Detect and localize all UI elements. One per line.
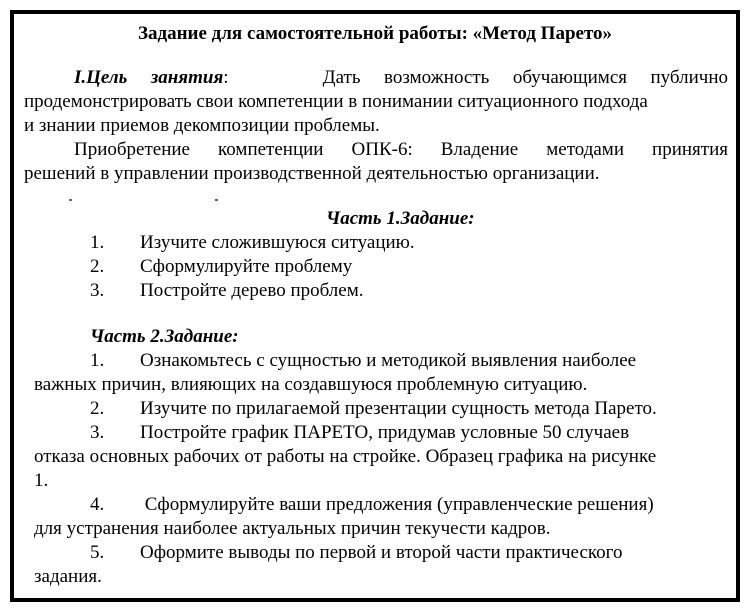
part2-item bbox=[90, 493, 654, 517]
item-text: Постройте график ПАРЕТО, придумав условные 50 случаев bbox=[140, 422, 630, 443]
competence-line-2: решений в управлении производственной деятельностью организации. bbox=[24, 163, 600, 184]
part2-item-cont: важных причин, влияющих на создавшуюся проблемную ситуацию. bbox=[34, 374, 588, 395]
stray-mark bbox=[69, 199, 72, 201]
item-number: 1. bbox=[90, 350, 105, 371]
stray-mark bbox=[215, 199, 218, 201]
item-number: 3. bbox=[90, 422, 105, 443]
item-text: Изучите сложившуюся ситуацию. bbox=[140, 232, 415, 253]
goal-line-1 bbox=[24, 66, 728, 90]
goal-label: I.Цель занятия bbox=[74, 67, 224, 88]
goal-label-wrap bbox=[24, 67, 229, 88]
part2-item-cont: 1. bbox=[34, 470, 49, 491]
part2-item-cont: задания. bbox=[34, 566, 102, 587]
item-number: 4. bbox=[90, 494, 105, 515]
document-title: Задание для самостоятельной работы: «Метод Парето» bbox=[137, 23, 613, 44]
item-text: Сформулируйте проблему bbox=[140, 256, 353, 277]
item-text: Оформите выводы по первой и второй части практического bbox=[140, 542, 623, 563]
part1-heading: Часть 1.Задание: bbox=[326, 208, 475, 229]
item-number: 2. bbox=[90, 256, 105, 277]
part2-item bbox=[90, 397, 657, 421]
part2-heading: Часть 2.Задание: bbox=[90, 326, 239, 347]
item-text: Изучите по прилагаемой презентации сущность метода Парето. bbox=[140, 398, 657, 419]
goal-line-2: продемонстрировать свои компетенции в понимании ситуационного подхода bbox=[24, 91, 648, 112]
goal-colon: : bbox=[223, 67, 229, 88]
item-number: 3. bbox=[90, 280, 105, 301]
part2-item bbox=[90, 421, 629, 445]
competence-line-1: Приобретение компетенции ОПК-6: Владение методами принятия bbox=[74, 139, 728, 160]
part2-item-cont: отказа основных рабочих от работы на стройке. Образец графика на рисунке bbox=[34, 446, 657, 467]
part2-item-cont: для устранения наиболее актуальных причин текучести кадров. bbox=[34, 518, 551, 539]
part1-item bbox=[90, 279, 364, 303]
item-number: 2. bbox=[90, 398, 105, 419]
part2-item bbox=[90, 541, 622, 565]
part2-item bbox=[90, 349, 636, 373]
document-frame bbox=[10, 10, 740, 602]
goal-text: Дать возможность обучающимся публично bbox=[322, 67, 729, 88]
part1-item bbox=[90, 255, 352, 279]
goal-line-3: и знании приемов декомпозиции проблемы. bbox=[24, 115, 380, 136]
item-text: Ознакомьтесь с сущностью и методикой выявления наиболее bbox=[140, 350, 637, 371]
item-text: Сформулируйте ваши предложения (управленческие решения) bbox=[140, 494, 654, 515]
part1-item bbox=[90, 231, 415, 255]
item-number: 1. bbox=[90, 232, 105, 253]
item-text: Постройте дерево проблем. bbox=[140, 280, 364, 301]
item-number: 5. bbox=[90, 542, 105, 563]
